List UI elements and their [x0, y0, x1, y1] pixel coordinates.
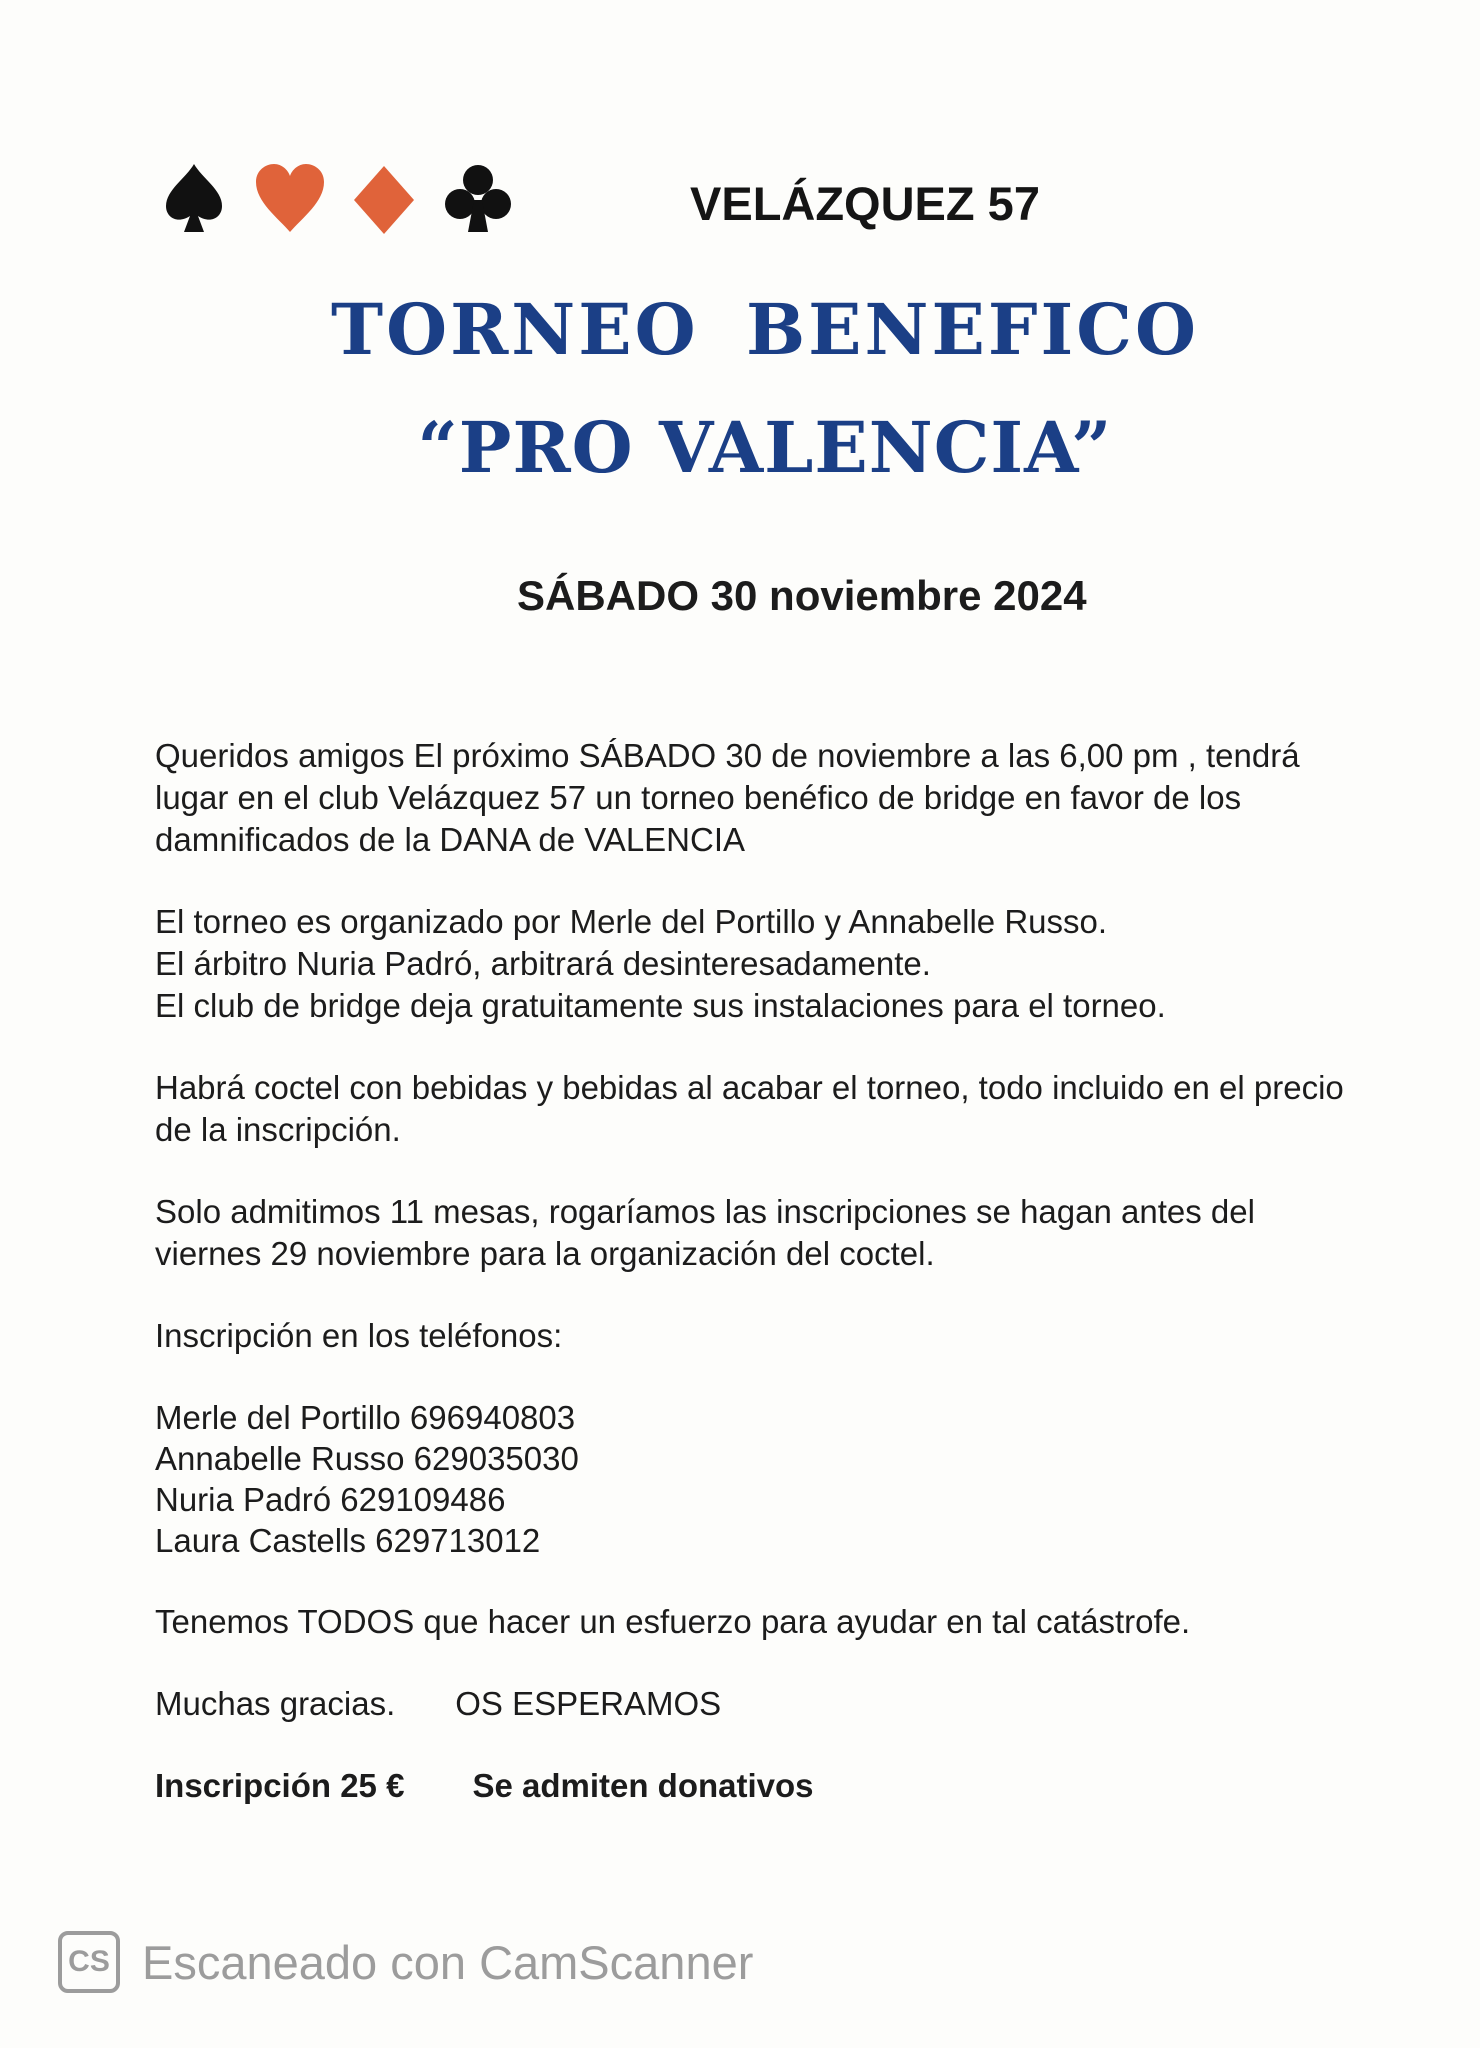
fee-text: Inscripción 25 €: [155, 1767, 405, 1804]
donations-text: Se admiten donativos: [472, 1767, 814, 1804]
camscanner-watermark: [58, 1927, 753, 1997]
thanks-row: [155, 1683, 1365, 1725]
organizers-line: El torneo es organizado por Merle del Portillo y Annabelle Russo.: [155, 903, 1108, 940]
phone-entry: Laura Castells 629713012: [155, 1522, 541, 1559]
event-date: SÁBADO 30 noviembre 2024: [517, 572, 1087, 619]
cocktail-paragraph: Habrá coctel con bebidas y bebidas al acabar el torneo, todo incluido en el precio de la inscripción.: [155, 1069, 1344, 1148]
heart-icon: [256, 164, 324, 232]
organizers-paragraph: [155, 901, 1365, 1027]
camscanner-logo-icon: CS: [58, 1931, 120, 1993]
phone-list: [155, 1397, 1365, 1561]
thanks-text: Muchas gracias.: [155, 1685, 396, 1722]
intro-paragraph: Queridos amigos El próximo SÁBADO 30 de noviembre a las 6,00 pm , tendrá lugar en el club Velázquez 57 un torneo benéfico de bridge en favor de los damnificados de la DANA de VALENCIA: [155, 737, 1300, 858]
phones-heading: Inscripción en los teléfonos:: [155, 1317, 563, 1354]
club-line: El club de bridge deja gratuitamente sus instalaciones para el torneo.: [155, 987, 1166, 1024]
spade-icon: [166, 164, 222, 232]
watermark-text: Escaneado con CamScanner: [142, 1935, 754, 1989]
letter-body: [155, 735, 1365, 1847]
tables-paragraph: Solo admitimos 11 mesas, rogaríamos las inscripciones se hagan antes del viernes 29 noviembre para la organización del coctel.: [155, 1193, 1255, 1272]
card-suits: [160, 160, 520, 236]
title-line-2: “PRO VALENCIA”: [417, 406, 1113, 489]
appeal-paragraph: Tenemos TODOS que hacer un esfuerzo para ayudar en tal catástrofe.: [155, 1603, 1191, 1640]
diamond-icon: [354, 166, 414, 234]
phone-entry: Merle del Portillo 696940803: [155, 1399, 576, 1436]
phone-entry: Annabelle Russo 629035030: [155, 1440, 579, 1477]
club-name: VELÁZQUEZ 57: [690, 177, 1040, 230]
title-line-1: TORNEO BENEFICO: [331, 288, 1199, 371]
club-icon: [445, 165, 511, 232]
fee-row: [155, 1765, 1365, 1807]
welcome-text: OS ESPERAMOS: [455, 1685, 722, 1722]
referee-line: El árbitro Nuria Padró, arbitrará desinteresadamente.: [155, 945, 931, 982]
phone-entry: Nuria Padró 629109486: [155, 1481, 506, 1518]
